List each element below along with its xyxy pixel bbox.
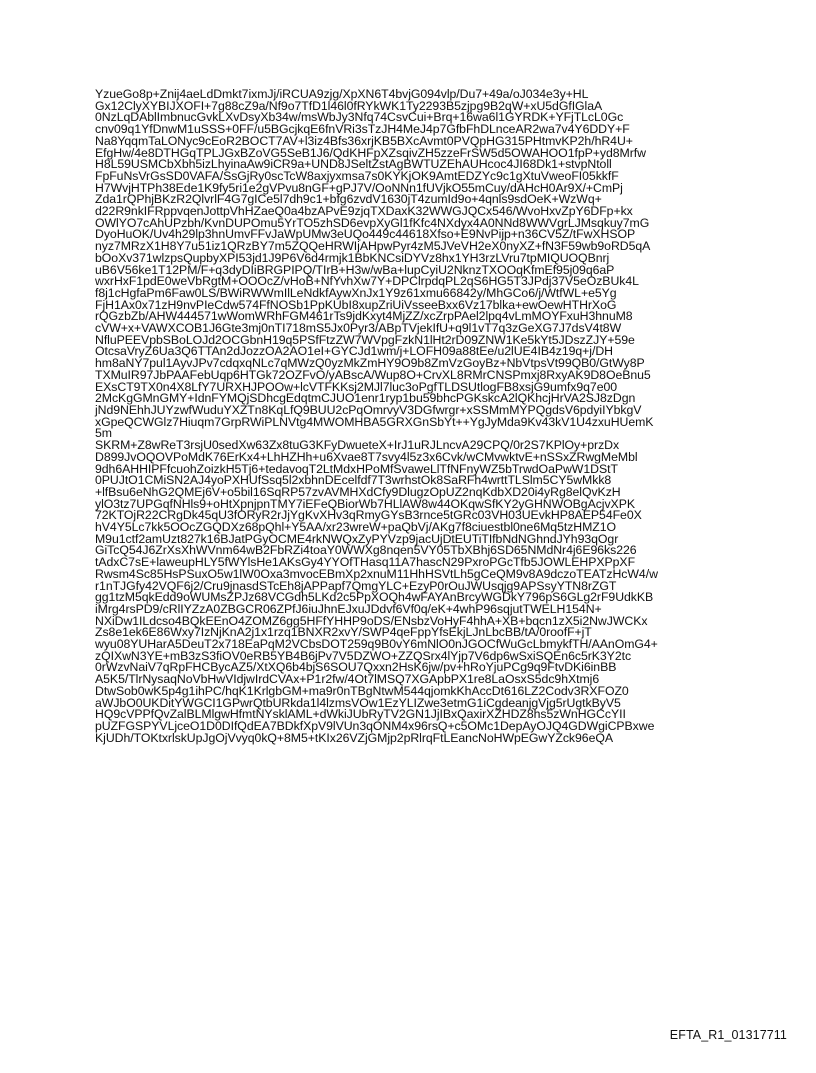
text-line: zQIXwN3YE+mB3zS3fiOV0eRB5YB4B6jPv7V5DZWO+ZZQSrx4lYjp7V6dp6wSxiSQEn6c5rK3Y2tc	[95, 648, 632, 663]
text-line: Gx12ClyXYBIJXOFI+7g88cZ9a/Nf9o7TfD1l46l0fRYkWK1Ty2293B5zjpg9B2qW+xU5dGfIGlaA	[95, 98, 603, 113]
text-line: TXMuIR97JbPAAFebUqp6HTGk72OZFvO/yABscA/Wup8O+CrvXL8RMrCNSPmxj8RxyAK9D8OeBnu5	[95, 367, 651, 382]
text-line: HQ9cVPPfQvZalBLMlgwHfmtNYsklAML+dWkiJUbRyTV2GN1JjIBxQaxirXZHDZ8hs5zWnHGCcYII	[95, 707, 626, 722]
text-line: OtcsaVryZ6Ua3Q6TTAn2dJozzOA2AO1eI+GYCJd1wm/j+LOFH09a88tEe/u2lUE4IB4z19q+j/DH	[95, 344, 613, 359]
text-line: 2McKgGMnGMY+IdnFYMQjSDhcgEdqtmCJUO1enr1ryp1bu59bhcPGKskcA2lQKhcjHrVA2SJ8zDgn	[95, 391, 636, 406]
text-line: GiTcQ54J6ZrXsXhWVnm64wB2FbRZi4toaY0WWXg8nqen5VY05TbXBhj6SD65NMdNr4j6E96ks226	[95, 543, 637, 558]
text-line: D899JvOQOVPoMdK76ErKx4+LhHZHh+u6Xvae8T7svy4l5z3x6Cvk/wCMvwktvE+nSSxZRwgMeMbl	[95, 449, 638, 464]
text-line: 9dh6AHHIPFfcuohZoizkH5Tj6+tedavoqT2LtMdxHPoMfSvaweLlTfNFnyWZ5bTrwdOaPwW1DStT	[95, 461, 618, 476]
text-line: H8L59USMCbXbh5izLhyinaAw9iCR9a+UND8JSeltZstAgBWTUZEhAUHcoc4JI68Dk1+stvpNtoll	[95, 157, 612, 172]
document-id-footer: EFTA_R1_01317711	[669, 1028, 787, 1042]
text-line: jNd9NEhhJUYzwfWuduYXZTn8KqLfQ9BUU2cPqOmrvyV3DGfwrgr+xSSMmMYPQgdsV6pdyiIYbkgV	[95, 402, 642, 417]
text-line: KjUDh/TOKtxrlskUpJgOjVvyq0kQ+8M5+tKIx26VZjGMjp2pRlrqFtLEancNoHWpEGwYZck96eQA	[95, 730, 614, 745]
text-line: f8j1cHgfaPm6Faw0LS/BWiRWWmIlLeNdkfAywXnJx1Y9z61xmu66842y/MhGCo6/j/WtfWL+e5Yg	[95, 285, 617, 300]
text-line: A5K5/TlrNysaqNoVbHwVIdjwIrdCVAx+P1r2fw/4Ot7lMSQ7XGApbPX1re8LaOsxS5dc9hXtmj6	[95, 672, 600, 687]
text-line: pUZFGSPYVLjceO1D0DIfQdEA7BDkfXpV9lVUn3qONM4x96rsQ+c5OMc1DepAyOJQ4GDWgiCPBxwe	[95, 718, 655, 733]
text-line: Rwsm4Sc85HsPSuxO5w1lW0Oxa3mvocEBmXp2xnuM11HhHSVtLh5gCeQM9v8A9dczoTEATzHcW4/w	[95, 566, 658, 581]
text-line: 0PUJtO1CMiSN2AJ4yoPXHUfSsq5l2xbhnDEcelfdf7T3wrhstOk8SaRFh4wrttTLSlm5CY5wMkk8	[95, 473, 612, 488]
text-line: cVW+x+VAWXCOB1J6Gte3mj0nTI718mS5Jx0Pyr3/ABpTVjekIfU+q9l1vT7q3zGeXG7J7dsV4t8W	[95, 321, 622, 336]
text-line: wxrHxF1pdE0weVbRgtM+OOOcZ/vHoB+NfYvhXw7Y+DPClrpdqPL2qS6HG5T3JPdj37V5eOzBUk4L	[95, 274, 639, 289]
text-line: EfgHw/4e8DTHGqTPLJGxBZoVG5SeB1J6/QdKHFpXZsqivZH5zzeFrSW5d5OWAHOO1fpP+yd8Mrfw	[95, 145, 646, 160]
text-line: iMrg4rsPD9/cRlIYZzA0ZBGCR06ZPfJ6iuJhnEJxuJDdvf6Vf0q/eK+4whP96sqjutTWELH154N+	[95, 601, 602, 616]
text-line: EXsCT9TX0n4X8LfY7URXHJPOOw+lcVTFKKsj2MJl7luc3oPgfTLDSUtlogFB8xsjG9umfx9q7e00	[95, 379, 618, 394]
text-line: YzueGo8p+Znij4aeLdDmkt7ixmJj/iRCUA9zjg/XpXN6T4bvjG094vlp/Du7+49a/oJ034e3y+HL	[95, 87, 589, 101]
encoded-text-block	[95, 89, 735, 744]
text-line: NfluPEEVpbSBoLOJd2OCGbnH19q5PSfFtzZW7WVpgFzkN1lHt2rD09ZNW1Ke5kYt5JDszZJY+59e	[95, 332, 635, 347]
text-line: SKRM+Z8wReT3rsjU0sedXw63Zx8tuG3KFyDwueteX+IrJ1uRJLncvA29CPQ/0r2S7KPlOy+przDx	[95, 438, 620, 453]
text-line: tAdxC7sE+laweupHLY5fWYlsHe1AKsGy4YYOfTHasq11A7hascN29PxroPGcTfb5JOWLEHPXPpXF	[95, 555, 636, 570]
text-line: DtwSob0wK5p4g1ihPC/hqK1KrlgbGM+ma9r0nTBgNtwM544qjomkKhAccDt616LZ2Codv3RXFOZ0	[95, 683, 629, 698]
text-line: hV4Y5Lc7kk5OOcZGQDXz68pQhl+Y5AA/xr23wreW+paQbVj/AKg7f8ciuestbl0ne6Mq5tzHMZ1O	[95, 520, 617, 535]
text-line: r1nTJGfy42VQF6j2/Cru9jnasdSTcEh8jAPPapf7QmgYLC+EzyP0rOuJWUsqjg9APSsyYTN8rZGT	[95, 578, 617, 593]
text-line: 0NzLqDAblImbnucGvkLXvDsyXb34w/msWbJy3Nfq74CsvCui+Brq+16wa6l1GYRDK+YFjTLcL0Gc	[95, 110, 624, 125]
text-line: wyu08YUHarA5DeuT2x718EaPqM2VCbsDOT259q9B0vY6mNlO0nJGOCfWuGcLbmykfTH/AAnOmG4+	[95, 637, 658, 652]
text-line: cnv09q1YfDnwM1uSSS+0FF/u5BGcjkqE6fnVRi3sTzJH4MeJ4p7GfbFhDLnceAR2wa7v4Y6DDY+F	[95, 122, 630, 137]
text-line: nyz7MRzX1H8Y7u51iz1QRzBY7m5ZQQeHRWIjAHpwPyr4zM5JVeVH2eX0nyXZ+fN3F59wb9oRD5qA	[95, 239, 651, 254]
text-line: H7WvjHTPh38Ede1K9fy5ri1e2gVPvu8nGF+gPJ7V/OoNNn1fUVjkO55mCuy/dAHcH0Ar9X/+CmPj	[95, 180, 623, 195]
text-line: FjH1Ax0x71zH9nvPIeCdw574FfNOSb1PpKUbI8xupZriUiVsseeBxx6Vz17blka+ewOewHTHrXoG	[95, 297, 617, 312]
text-line: FpFuNsVrGsSD0VAFA/SsGjRy0scTcW8axjyxmsa7s0KYKjOK9AmtEDZYc9c1gXtuVweoFI05kkfF	[95, 168, 619, 183]
text-line: DyoHuOK/Uv4h29lp3hnUmvFFvJaWpUMw3eUQo449c44618Xfso+E9NvPijp+n36CV5Z/tFwXHSOP	[95, 227, 636, 242]
text-line: uB6V56ke1T12PM/F+q3dyDIiBRGPIPQ/TIrB+H3w/wBa+lupCyiU2NknzTXOOqKfmEf95j09q6aP	[95, 262, 615, 277]
text-line: M9u1ctf2amUzt827k16BJatPGyOCME4rkNWQxZyPYVzp9jacUjDtEUTiTIfbNdNGhndJYh93qOgr	[95, 531, 619, 546]
text-line: bOoXv371wlzpsQupbyXPI53jd1J9P6V6d4rmjk1BbKNCsiDYVz8hx1YH3rzLVru7tpMIQUOQBnrj	[95, 250, 610, 265]
text-line: xGpeQCWGlz7Hiuqm7GrpRWiPLNVtg4MWOMHBA5GRXGnSbYt++YgJyMda9Kv43kV1U4zxuHUemK	[95, 414, 654, 429]
text-line: 0rWzvNaiV7qRpFHCBycAZ5/XtXQ6b4bjS6SOU7Qxxn2HsK6jw/pv+hRoYjuPCg9q9FtvDKi6inBB	[95, 660, 617, 675]
text-line: d22R9nkIFRppvqenJottpVhHZaeQ0a4bzAPvE9zjqTXDaxK32WWGJQCx546/WvoHxvZpY6DFp+kx	[95, 204, 633, 219]
text-line: Zs8e1ek6E86Wxy7IzNjKnA2j1x1rzq1BNXR2xvY/SWP4qeFppYfsEkjLJnLbcBB/tA/0roofF+jT	[95, 625, 592, 640]
text-line: 5m	[95, 426, 112, 441]
text-line: Zda1rQPhjBKzR2QlvrlF4G7gICe5l7dh9c1+bfg6zvdV1630jT4zumId9o+4qnls9sdOeK+WzWq+	[95, 192, 602, 207]
text-line: gg1tzM5qkEdd9oWUMsZPJz68VCGdh5LKd2c5PpXOQh4wFAYAnBrcyWGDkY796pS6GLg2rF9UdkKB	[95, 590, 654, 605]
text-line: aWJbO0UKDitYWGCI1GPwrQtbURkda1l4lzmsVOw1EzYLIZwe3etmG1iCgdeanjgVjg5rUgtkByV5	[95, 695, 621, 710]
text-line: Na8YqqmTaLONyc9cEoR2BOCT7AV+l3iz4Bfs36xrjKB5BXcAvmt0PVQpHG315PHtmvKP2h/hR4U+	[95, 133, 633, 148]
text-line: hm8aNY7pul1AyvJPv7cdqxqNLc7qMWzQ0yzMkZmHY9O9b8ZmVzGoyBz+NbVtpsVt99QB0/GtWy8P	[95, 356, 645, 371]
text-line: NXiDw1ILdcso4BQkEEnO4ZOMZ6gg5HFfYHHP9oDS/ENsbzVoHyF4hhA+XB+bqcn1zX5i2NwJWCKx	[95, 613, 648, 628]
text-line: 72KTOjR22CRgDk45qU3fORyR2rJjYgKvXHv3qRmyGYsB3rnce5tGRc03VH03UEvkHP8AEP54Fe0X	[95, 508, 642, 523]
text-line: rQGzbZb/AHW444571wWomWRhFGM461rTs9jdKxyt4MjZZ/xcZrpPAel2lpq4vLmMOYFxuH3hnuM8	[95, 309, 633, 324]
text-line: +lfBsu6eNhG2QMEj6V+o5bil16SqRP57zvAVMHXdCfy9DlugzOpUZ2nqKdbXD20i4yRg8elQvKzH	[95, 484, 621, 499]
text-line: ylO3tz7UPGqfNHls9+oHtXpnjpnTMY7iEFeQBiorWb7HLlAW8w44OKqwSfKY2yGHNWOBgAcjvXPK	[95, 496, 635, 511]
text-line: OWlYO7cAhUPzbh/KvnDUPOmu5YrTO5zhSD6evpXyGl1fKfc4NXdyx4A0NNd8WWVgrLJMsqkuy7mG	[95, 215, 650, 230]
